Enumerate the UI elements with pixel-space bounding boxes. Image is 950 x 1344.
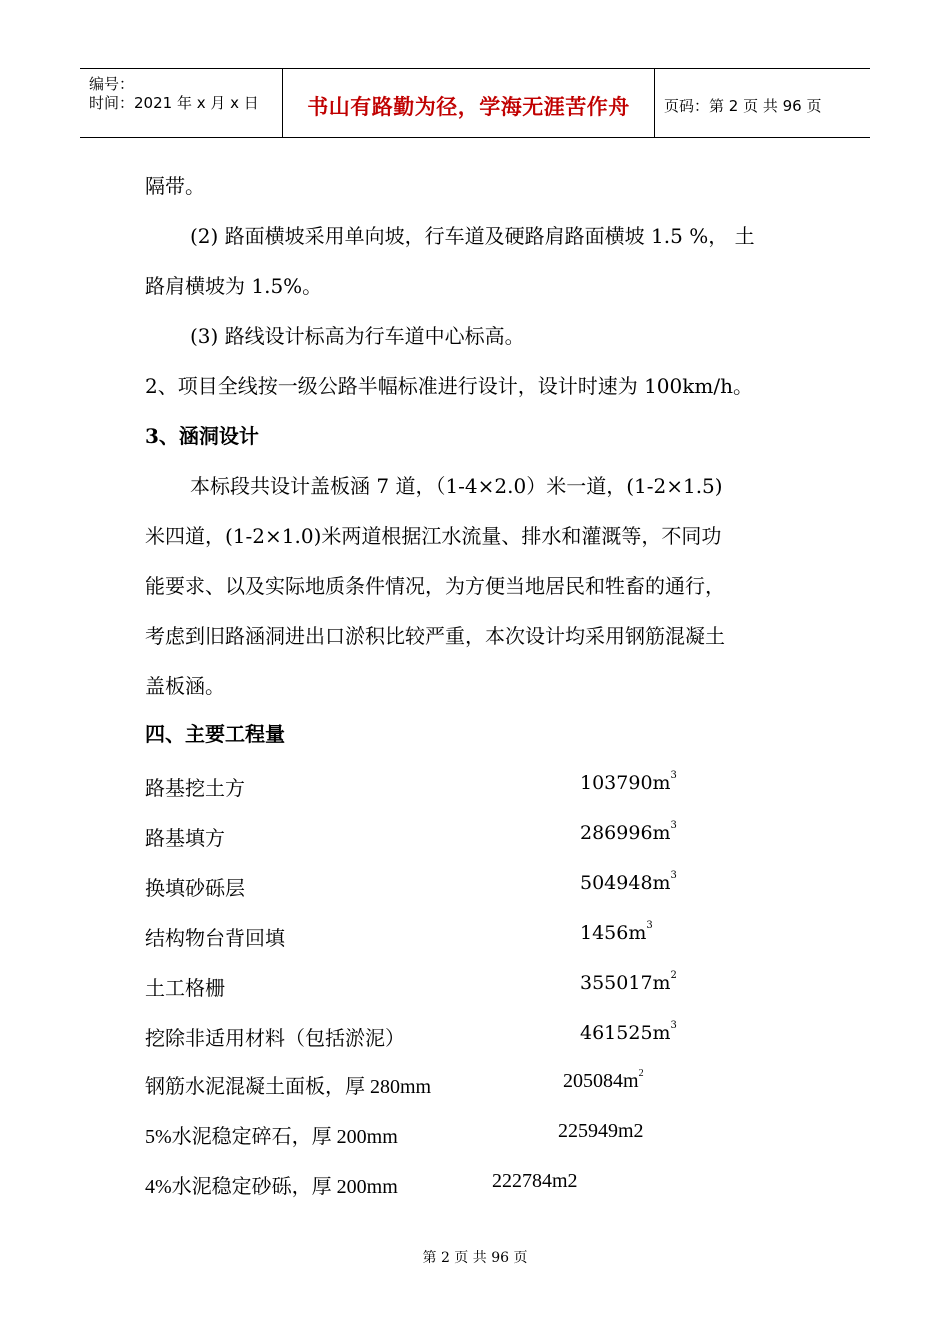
- quantity-value: $504948m^3$: [580, 870, 677, 894]
- paragraph-line: 考虑到旧路涵洞进出口淤积比较严重，本次设计均采用钢筋混凝土: [145, 624, 725, 648]
- quantity-name: 结构物台背回填: [145, 926, 285, 950]
- quantity-name: 5%水泥稳定碎石，厚 200mm: [145, 1126, 398, 1148]
- page-footer: 第 2 页 共 96 页: [422, 1250, 528, 1266]
- quantity-value: 222784m2: [492, 1170, 578, 1192]
- quantity-value: $355017m^2$: [580, 970, 677, 994]
- page-header: [80, 68, 870, 138]
- quantity-value: $461525m^3$: [580, 1020, 677, 1044]
- header-page-cell: [655, 69, 870, 137]
- header-motto-cell: [283, 69, 655, 137]
- quantity-name: 路基挖土方: [145, 776, 245, 800]
- header-motto: 书山有路勤为径，学海无涯苦作舟: [307, 95, 630, 119]
- document-number-label: 编号：: [89, 75, 135, 93]
- header-page-number: 页码：第 2 页 共 96 页: [664, 97, 822, 115]
- quantity-value: $1456m^3$: [580, 920, 653, 944]
- quantity-value: $286996m^3$: [580, 820, 677, 844]
- quantity-value: $205084m^2$: [563, 1068, 644, 1092]
- paragraph-line: 隔带。: [145, 174, 205, 198]
- section-heading-culvert: 3、涵洞设计: [145, 424, 259, 448]
- section-heading-quantities: 四、主要工程量: [145, 722, 285, 746]
- quantity-name: 换填砂砾层: [145, 876, 245, 900]
- paragraph-line: 盖板涵。: [145, 674, 225, 698]
- document-time-label: 时间：2021 年 x 月 x 日: [89, 94, 259, 112]
- paragraph-line: 能要求、以及实际地质条件情况，为方便当地居民和牲畜的通行，: [145, 574, 725, 598]
- quantity-name: 4%水泥稳定砂砾，厚 200mm: [145, 1176, 398, 1198]
- quantity-name: 路基填方: [145, 826, 225, 850]
- quantity-name: 挖除非适用材料（包括淤泥）: [145, 1026, 405, 1050]
- paragraph-line: (2) 路面横坡采用单向坡，行车道及硬路肩路面横坡 1.5 %， 土: [190, 224, 755, 248]
- paragraph-line: 路肩横坡为 1.5%。: [145, 274, 323, 298]
- paragraph-line: (3) 路线设计标高为行车道中心标高。: [190, 324, 525, 348]
- paragraph-line: 米四道，(1-2×1.0)米两道根据江水流量、排水和灌溉等，不同功: [145, 524, 722, 548]
- quantity-value: 225949m2: [558, 1120, 644, 1142]
- quantity-name: 土工格栅: [145, 976, 225, 1000]
- header-info-cell: [80, 69, 283, 137]
- paragraph-line: 本标段共设计盖板涵 7 道，（1-4×2.0）米一道，(1-2×1.5): [190, 474, 723, 498]
- quantity-value: $103790m^3$: [580, 770, 677, 794]
- paragraph-line: 2、项目全线按一级公路半幅标准进行设计，设计时速为 100km/h。: [145, 374, 753, 398]
- quantity-name: 钢筋水泥混凝土面板，厚 280mm: [145, 1076, 432, 1098]
